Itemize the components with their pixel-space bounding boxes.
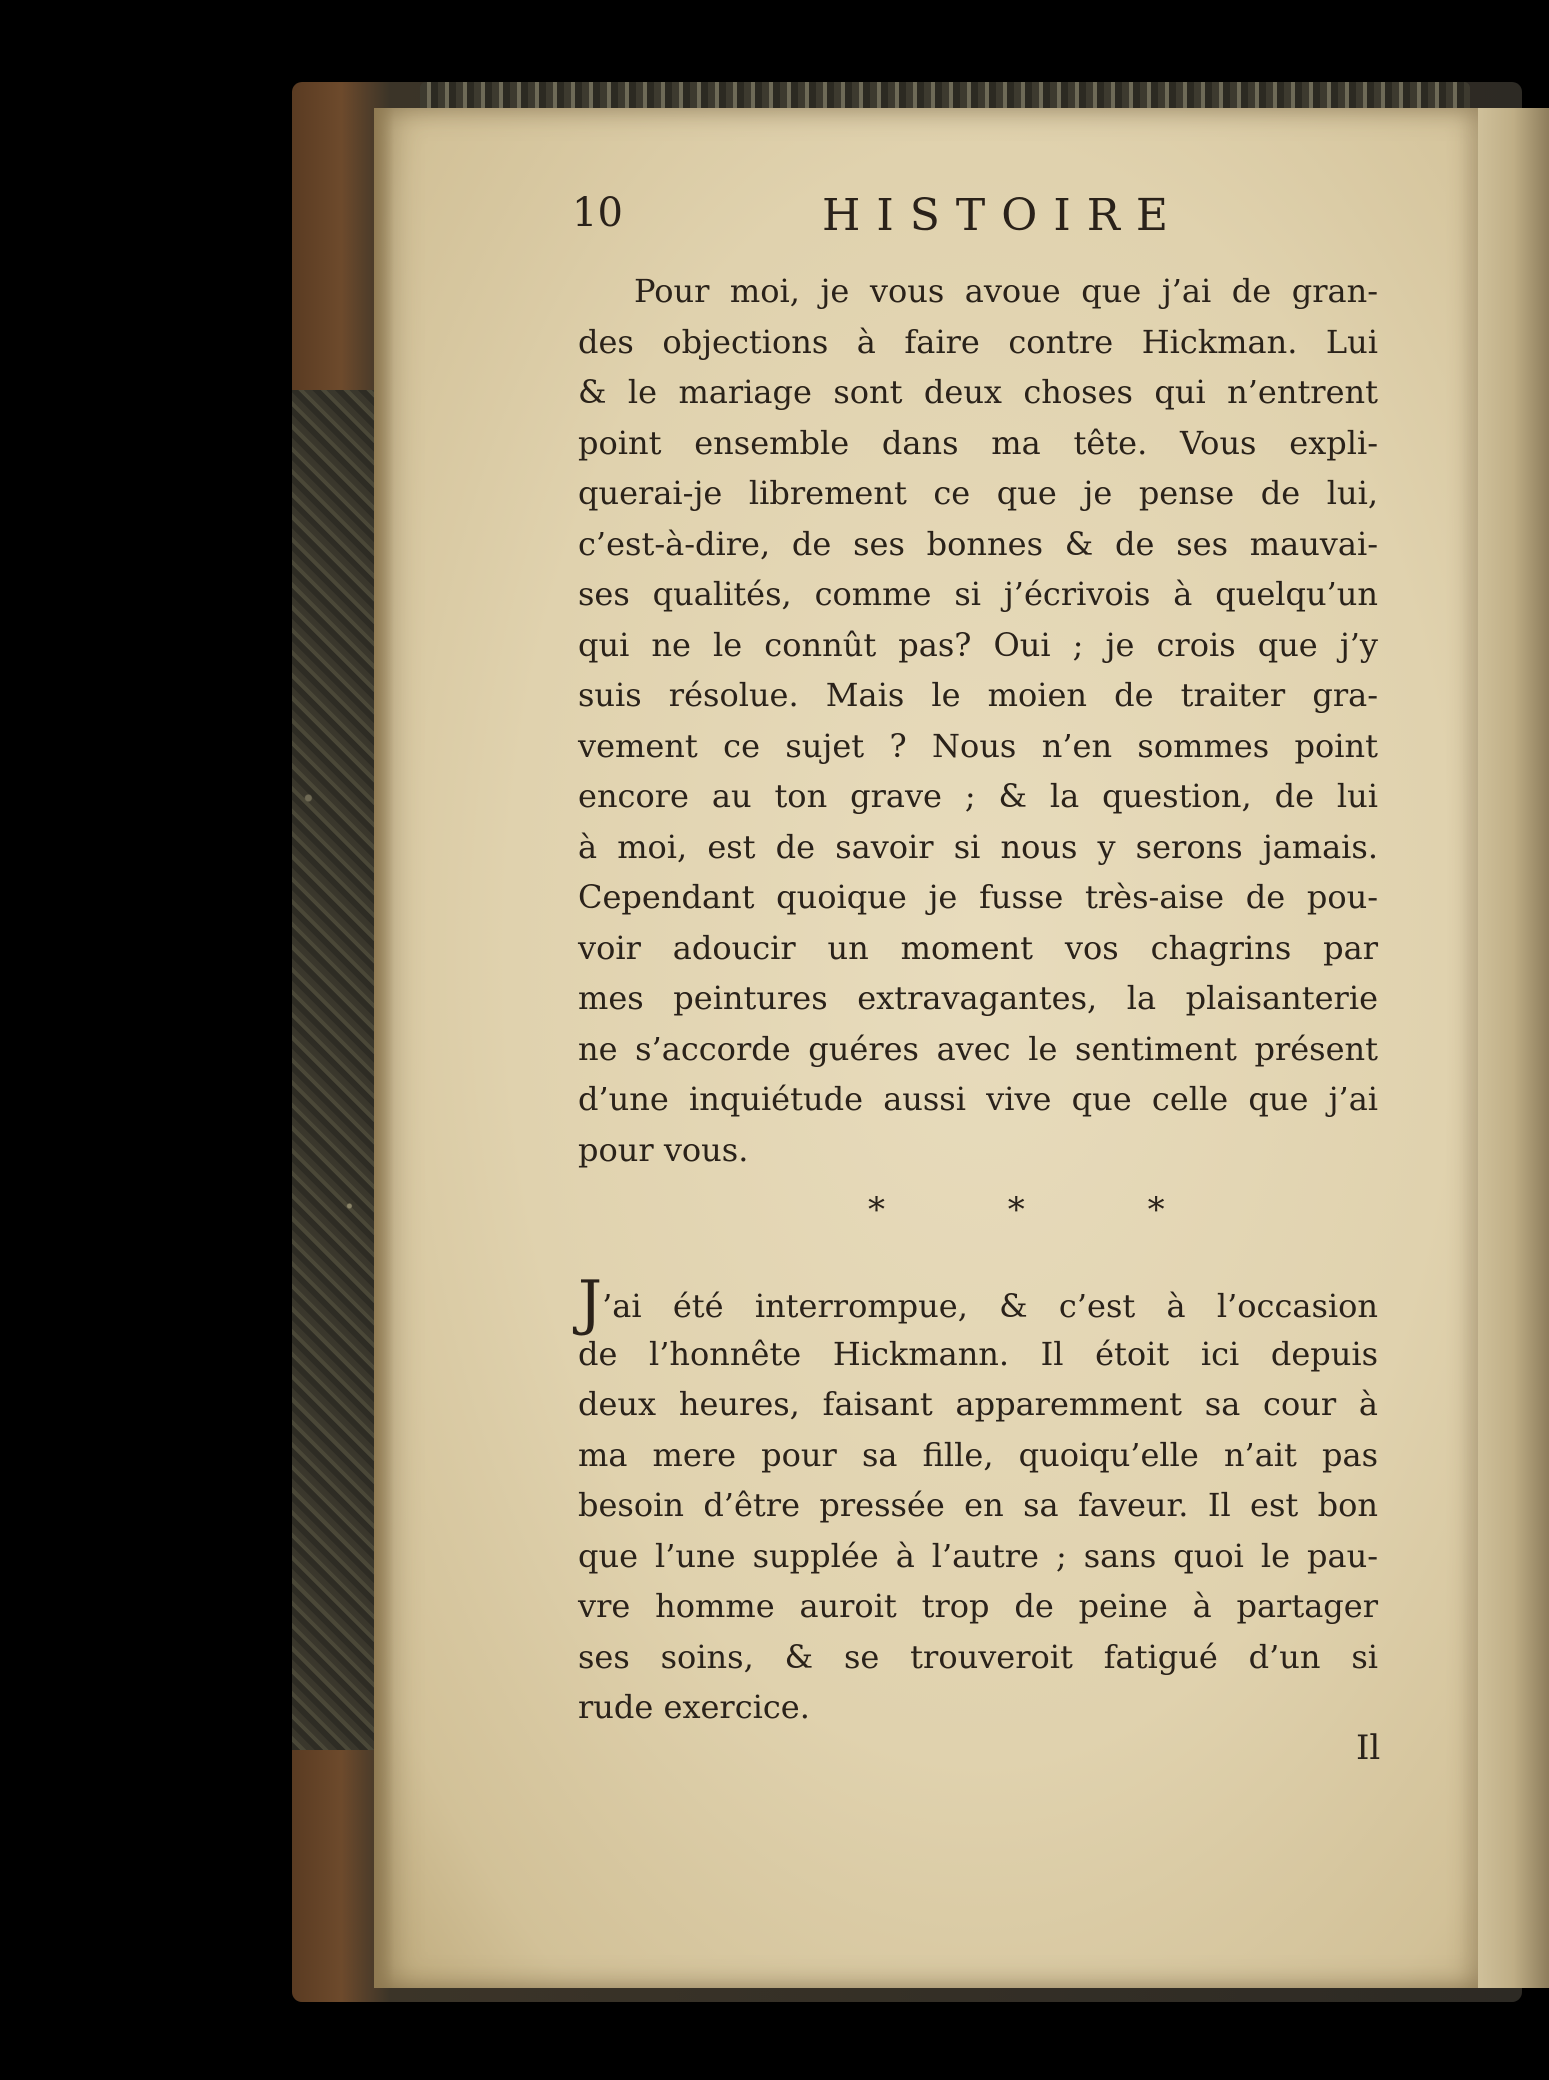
text-line: ses soins, & se trouveroit fatigué d’un si xyxy=(578,1637,1378,1676)
text-line: mes peintures extravagantes, la plaisanterie xyxy=(578,979,1378,1017)
text-line: ne s’accorde guéres avec le sentiment présent xyxy=(578,1029,1378,1068)
text-line: voir adoucir un moment vos chagrins par xyxy=(578,928,1378,967)
text-line: pour vous. xyxy=(578,1130,749,1169)
text-line: besoin d’être pressée en sa faveur. Il est bon xyxy=(578,1486,1378,1524)
text-line: ma mere pour sa fille, quoiqu’elle n’ait pas xyxy=(578,1435,1378,1474)
section-separator: * * * xyxy=(868,1190,1221,1230)
text-line: rude exercice. xyxy=(578,1688,810,1726)
running-title: HISTOIRE xyxy=(822,190,1184,241)
text-line: vement ce sujet ? Nous n’en sommes point xyxy=(578,726,1378,765)
text-line-first xyxy=(578,1268,1378,1338)
paragraph-1 xyxy=(578,266,1378,1175)
text-line: encore au ton grave ; & la question, de lui xyxy=(578,777,1378,815)
text-line: & le mariage sont deux choses qui n’entrent xyxy=(578,373,1378,411)
text-line: d’une inquiétude aussi vive que celle que j’ai xyxy=(578,1080,1378,1118)
text-line: que l’une supplée à l’autre ; sans quoi le pau- xyxy=(578,1536,1378,1575)
text-line: de l’honnête Hickmann. Il étoit ici depuis xyxy=(578,1334,1378,1373)
page-gutter-shadow xyxy=(374,108,394,1988)
page-number: 10 xyxy=(572,190,623,236)
text-line-rest: ’ai été interrompue, & c’est à l’occasion xyxy=(602,1287,1378,1325)
text-line: à moi, est de savoir si nous y serons jamais. xyxy=(578,827,1378,866)
paragraph-2 xyxy=(578,1268,1378,1733)
text-line: Pour moi, je vous avoue que j’ai de gran- xyxy=(634,272,1378,310)
text-line: ses qualités, comme si j’écrivois à quelqu’un xyxy=(578,575,1378,613)
catchword: Il xyxy=(1356,1728,1381,1768)
text-line: deux heures, faisant apparemment sa cour à xyxy=(578,1385,1378,1423)
text-line: c’est-à-dire, de ses bonnes & de ses mauvai- xyxy=(578,524,1378,563)
text-line: Cependant quoique je fusse très-aise de pou- xyxy=(578,878,1378,916)
text-line: vre homme auroit trop de peine à partager xyxy=(578,1587,1378,1625)
text-line: suis résolue. Mais le moien de traiter gra- xyxy=(578,676,1378,714)
text-line: des objections à faire contre Hickman. Lui xyxy=(578,322,1378,361)
text-line: querai-je librement ce que je pense de lui, xyxy=(578,474,1378,512)
text-line: point ensemble dans ma tête. Vous expli- xyxy=(578,423,1378,462)
text-line: qui ne le connût pas? Oui ; je crois que j’y xyxy=(578,625,1378,664)
drop-cap: J xyxy=(578,1268,603,1338)
cover-marbled-edge xyxy=(292,390,374,1750)
facing-page-edge xyxy=(1478,108,1549,1988)
